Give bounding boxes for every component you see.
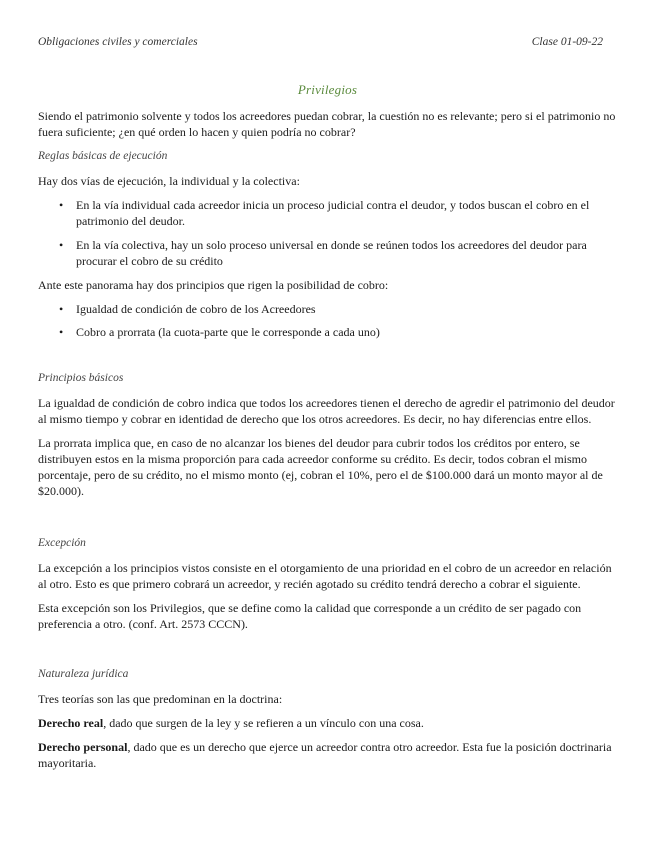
bullet-list-vias xyxy=(38,197,618,269)
theory-derecho-real xyxy=(38,715,618,731)
page-title: Privilegios xyxy=(297,82,358,97)
theory-text: , dado que surgen de la ley y se refieren a un vínculo con una cosa. xyxy=(103,716,424,730)
paragraph: Esta excepción son los Privilegios, que se define como la calidad que corresponde a un crédito de ser pagado con preferencia a otro. (conf. Art. 2573 CCCN). xyxy=(38,601,582,631)
section-heading-excepcion: Excepción xyxy=(38,537,86,549)
section-heading-reglas: Reglas básicas de ejecución xyxy=(38,150,168,162)
bullet-list-principios xyxy=(38,301,618,340)
bold-term: Derecho personal xyxy=(38,740,128,754)
header-subject: Obligaciones civiles y comerciales xyxy=(38,36,198,48)
list-item: • En la vía colectiva, hay un solo proceso universal en donde se reúnen todos los acreedores del deudor para procurar el cobro de su crédito xyxy=(76,237,618,269)
section-heading-naturaleza: Naturaleza jurídica xyxy=(38,668,129,680)
bold-term: Derecho real xyxy=(38,716,104,730)
paragraph: La igualdad de condición de cobro indica que todos los acreedores tienen el derecho de agredir el patrimonio del deudor al mismo tiempo y cobrar en identidad de derecho que los otros acreedores. Es decir, no hay diferencias entre ellos. xyxy=(38,396,615,426)
paragraph: La excepción a los principios vistos consiste en el otorgamiento de una prioridad en el cobro de un acreedor en relación al otro. Esto es que primero cobrará un acreedor, y recién agotado su crédito tendrá derecho a cobrar el siguiente. xyxy=(38,561,612,591)
paragraph: Hay dos vías de ejecución, la individual y la colectiva: xyxy=(38,174,300,188)
document-body xyxy=(38,108,618,779)
theory-text: , dado que es un derecho que ejerce un acreedor contra otro acreedor. Esta fue la posición doctrinaria mayoritaria. xyxy=(38,740,612,770)
theory-derecho-personal xyxy=(38,739,618,771)
header-class-date: Clase 01-09-22 xyxy=(531,36,603,48)
intro-paragraph: Siendo el patrimonio solvente y todos los acreedores puedan cobrar, la cuestión no es relevante; pero si el patrimonio no fuera suficiente; ¿en qué orden lo hacen y quien podría no cobrar? xyxy=(38,109,616,139)
paragraph: La prorrata implica que, en caso de no alcanzar los bienes del deudor para cubrir todos los créditos por entero, se distribuyen estos en la misma proporción para cada acreedor conforme su crédito. Es decir, todos cobran el mismo porcentaje, pero de su crédito, no el mismo monto (ej, cobran el 10%, pero el de $100.000 dará un monto mayor al de $20.000). xyxy=(38,436,603,498)
paragraph: Tres teorías son las que predominan en la doctrina: xyxy=(38,692,283,706)
paragraph: Ante este panorama hay dos principios que rigen la posibilidad de cobro: xyxy=(38,278,389,292)
section-heading-principios: Principios básicos xyxy=(38,372,124,384)
list-item: • En la vía individual cada acreedor inicia un proceso judicial contra el deudor, y todos buscan el cobro en el patrimonio del deudor. xyxy=(76,197,618,229)
list-item: • Igualdad de condición de cobro de los Acreedores xyxy=(76,301,618,317)
list-item: • Cobro a prorrata (la cuota-parte que le corresponde a cada uno) xyxy=(76,324,618,340)
